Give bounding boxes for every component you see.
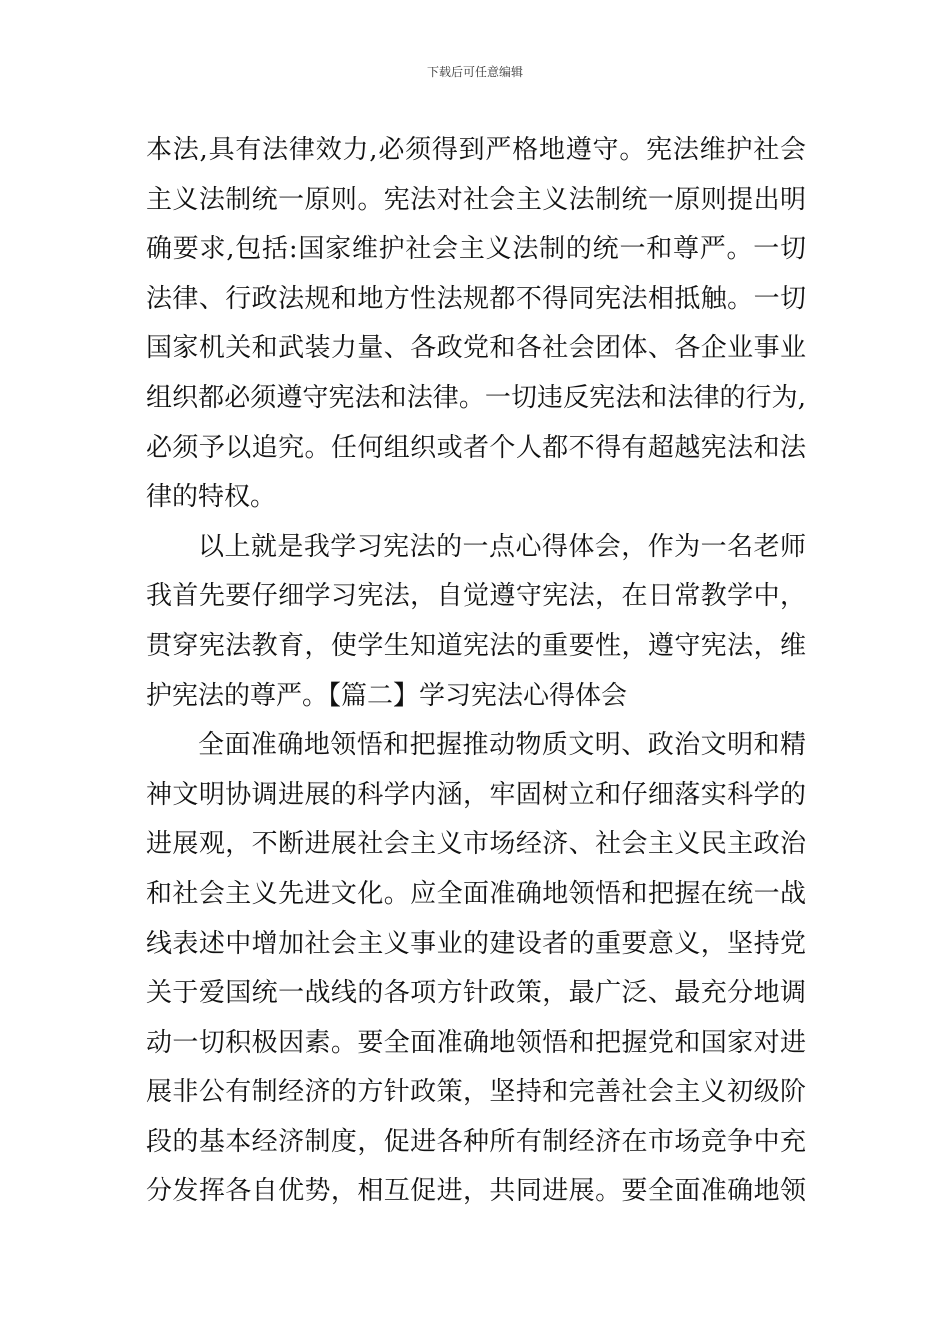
text-line: 全面准确地领悟和把握推动物质文明、政治文明和精: [198, 730, 806, 761]
text-line: 和社会主义先进文化。应全面准确地领悟和把握在统一战: [146, 878, 806, 909]
text-line: 神文明协调进展的科学内涵，牢固树立和仔细落实科学的: [146, 779, 806, 810]
text-line: 组织都必须遵守宪法和法律。一切违反宪法和法律的行为,: [146, 382, 806, 413]
document-body: [146, 126, 806, 1217]
text-line: 必须予以追究。任何组织或者个人都不得有超越宪法和法: [146, 432, 806, 463]
text-line: 以上就是我学习宪法的一点心得体会，作为一名老师: [198, 531, 806, 562]
text-line: 国家机关和武装力量、各政党和各社会团体、各企业事业: [146, 333, 806, 364]
text-line: 确要求,包括:国家维护社会主义法制的统一和尊严。一切: [146, 234, 806, 265]
text-line: 法律、行政法规和地方性法规都不得同宪法相抵触。一切: [146, 283, 806, 314]
text-line: 我首先要仔细学习宪法，自觉遵守宪法，在日常教学中，: [146, 581, 806, 612]
text-line: 分发挥各自优势，相互促进，共同进展。要全面准确地领: [146, 1176, 806, 1207]
page-header-note: 下载后可任意编辑: [426, 65, 523, 79]
text-line: 段的基本经济制度，促进各种所有制经济在市场竞争中充: [146, 1126, 806, 1157]
text-line: 贯穿宪法教育，使学生知道宪法的重要性，遵守宪法，维: [146, 630, 806, 661]
text-line: 本法,具有法律效力,必须得到严格地遵守。宪法维护社会: [146, 135, 806, 165]
text-line: 展非公有制经济的方针政策，坚持和完善社会主义初级阶: [146, 1077, 806, 1108]
text-line: 关于爱国统一战线的各项方针政策，最广泛、最充分地调: [146, 978, 806, 1009]
text-line: 线表述中增加社会主义事业的建设者的重要意义，坚持党: [146, 928, 806, 959]
text-line: 进展观，不断进展社会主义市场经济、社会主义民主政治: [146, 829, 806, 860]
text-line: 律的特权。: [146, 482, 277, 513]
text-line: 护宪法的尊严。【篇二】学习宪法心得体会: [146, 680, 628, 711]
text-line: 动一切积极因素。要全面准确地领悟和把握党和国家对进: [146, 1027, 806, 1058]
text-line: 主义法制统一原则。宪法对社会主义法制统一原则提出明: [146, 184, 806, 215]
